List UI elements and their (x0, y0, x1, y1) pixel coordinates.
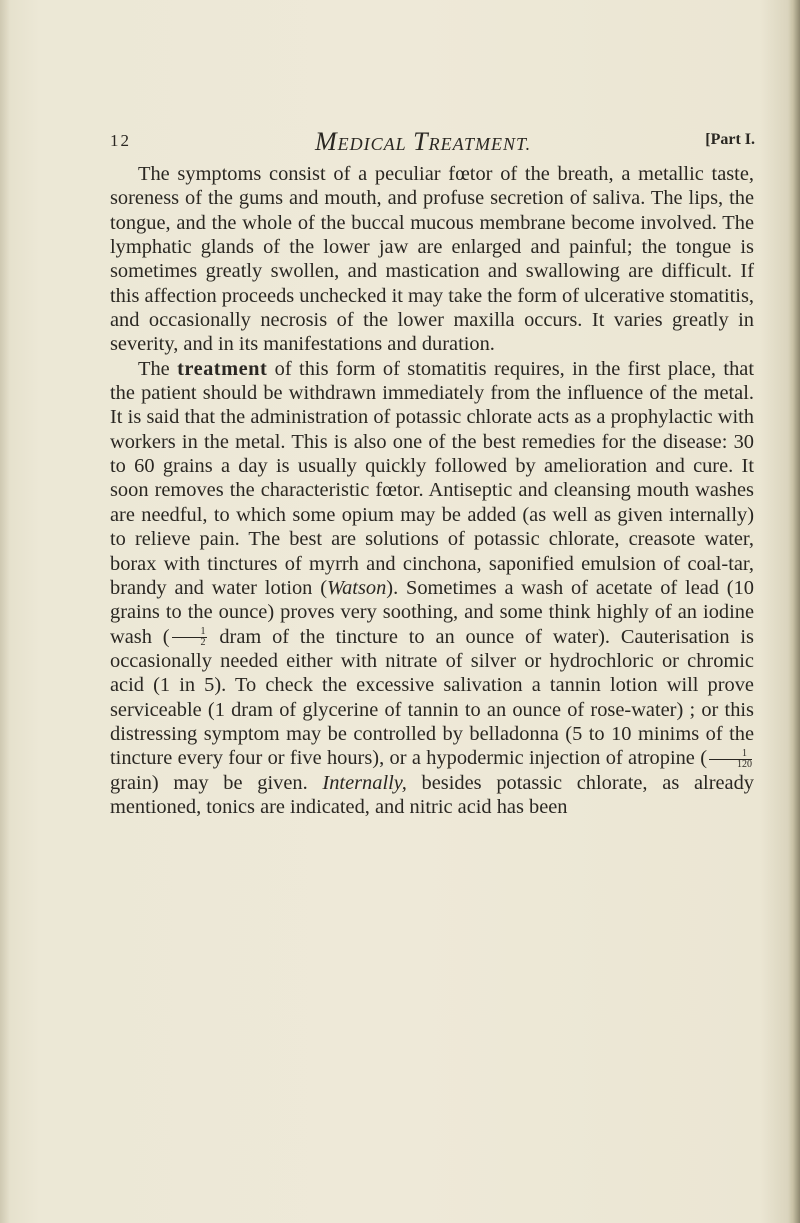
fraction-half-numerator: 1 (172, 627, 207, 638)
fraction-denominator: 120 (737, 759, 752, 771)
fraction-half (172, 627, 207, 648)
treatment-text-5: besides potassic chlorate, as already mentioned, tonics are indicated, and nitric acid has been (110, 771, 754, 818)
treatment-text-4: grain) may be given. (110, 771, 308, 794)
running-title-cap-t: T (413, 127, 429, 156)
internally-italic: Internally, (322, 771, 407, 794)
citation-watson: Watson (326, 576, 387, 599)
paragraph-treatment (110, 357, 754, 820)
running-title-word1: EDICAL (337, 134, 407, 154)
fraction-numerator: 1 (709, 749, 752, 760)
running-title-cap-m: M (315, 127, 338, 156)
treatment-text-1: of this form of stomatitis requires, in the first place, that the patient should be withdrawn immediately from the influence of the metal. It is said that the administration of potassic chlorate acts as a prophylactic with workers in the metal. This is also one of the best remedies for the disease: 30 to 60 grains a day is usually quickly followed by amelioration and cure. It soon removes the characteristic fœtor. Antiseptic and cleansing mouth washes are needful, to which some opium may be added (as well as given internally) to relieve pain. The best are solutions of potassic chlorate, creasote water, borax with tinctures of myrrh and cinchona, saponified emulsion of coal-tar, brandy and water lotion ( (110, 357, 754, 599)
paragraph-symptoms: The symptoms consist of a peculiar fœtor of the breath, a metallic taste, soreness of the gums and mouth, and profuse secretion of saliva. The lips, the tongue, and the whole of the buccal mucous membrane become involved. The lymphatic glands of the lower jaw are enlarged and painful; the tongue is sometimes greatly swollen, and mastication and swallowing are difficult. If this affection proceeds unchecked it may take the form of ulcerative stomatitis, and occasionally necrosis of the lower maxilla occurs. It varies greatly in severity, and in its manifestations and duration. (110, 163, 754, 356)
page-right-edge-shadow (788, 0, 800, 1223)
part-label: [Part I. (705, 131, 755, 148)
treatment-heading: treatment (177, 357, 268, 380)
running-title-word2: REATMENT. (428, 134, 532, 154)
fraction-one-twentieth (709, 749, 752, 770)
page-left-edge-shadow (0, 0, 10, 1223)
running-title (315, 127, 531, 157)
treatment-text-2: ). Sometimes a wash of acetate of lead (10 grains to the ounce) proves very soothing, and some think highly of an iodine wash ( (110, 576, 754, 648)
fraction-half-denominator: 2 (200, 637, 206, 649)
body-text (110, 162, 754, 819)
running-header (110, 127, 755, 159)
treatment-text-3: dram of the tincture to an ounce of water). Cauterisation is occasionally needed either with nitrate of silver or hydrochloric or chromic acid (1 in 5). To check the excessive salivation a tannin lotion will prove serviceable (1 dram of glycerine of tannin to an ounce of rose-water) ; or this distressing symptom may be controlled by belladonna (5 to 10 minims of the tincture every four or five hours), or a hypodermic injection of atropine ( (110, 625, 754, 770)
treatment-lead: The (138, 357, 170, 380)
page-number: 12 (110, 131, 131, 150)
